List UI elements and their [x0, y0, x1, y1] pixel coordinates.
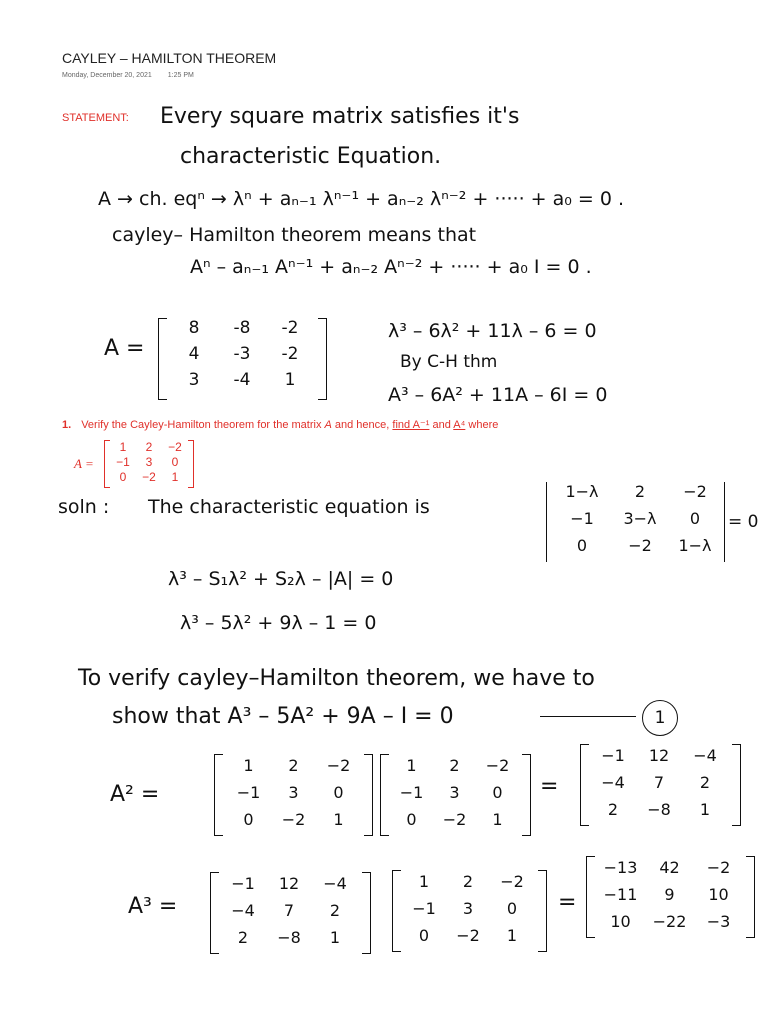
matrix-cell: 9: [664, 885, 675, 904]
a2-result-left-bracket: [580, 744, 589, 826]
matrix-cell: −1: [601, 746, 625, 765]
matrix-cell: -3: [233, 344, 251, 364]
matrix-cell: -2: [281, 344, 299, 364]
a3-left-matrix-right-bracket: [362, 872, 371, 954]
matrix-cell: −2: [500, 872, 524, 891]
matrix-cell: 2: [449, 756, 460, 775]
matrix-cell: 1: [119, 440, 127, 454]
matrix-cell: 8: [188, 318, 200, 338]
a3-result-right-bracket: [746, 856, 755, 938]
matrix-cell: 2: [607, 800, 619, 819]
statement-label: STATEMENT:: [62, 112, 129, 124]
det-matrix: [552, 482, 722, 555]
a2-left-matrix: [226, 756, 362, 829]
matrix-cell: 2: [145, 440, 153, 454]
matrix-cell: 1: [418, 872, 430, 891]
a-cubed-label: A³ =: [128, 894, 178, 919]
a2-equals-sign: =: [540, 774, 559, 799]
a3-right-matrix-right-bracket: [538, 870, 547, 952]
theorem-meaning-line: cayley– Hamilton theorem means that: [112, 224, 477, 246]
question-text-b: and hence,: [331, 419, 393, 431]
example-matrix-right-bracket: [318, 318, 327, 400]
det-left-bar: [546, 482, 547, 562]
matrix-cell: 7: [283, 901, 295, 920]
matrix-cell: 1−λ: [678, 536, 712, 555]
verify-line: To verify cayley–Hamilton theorem, we have to: [78, 666, 595, 691]
matrix-cell: 2: [462, 872, 474, 891]
page-title: CAYLEY – HAMILTON THEOREM: [62, 50, 277, 66]
matrix-cell: −1: [399, 783, 424, 802]
matrix-cell: −1: [570, 509, 594, 528]
matrix-cell: 2: [237, 928, 249, 947]
a2-left-matrix-right-bracket: [364, 754, 373, 836]
question-text-c: where: [465, 419, 499, 431]
matrix-cell: 3: [188, 370, 200, 390]
matrix-cell: 0: [506, 899, 518, 918]
matrix-cell: 7: [653, 773, 665, 792]
matrix-cell: 3: [449, 783, 460, 802]
a3-left-matrix-left-bracket: [210, 872, 219, 954]
by-ch-theorem: By C-H thm: [400, 352, 498, 372]
matrix-cell: 0: [406, 810, 417, 829]
a2-right-matrix: [390, 756, 520, 829]
matrix-cell: -8: [233, 318, 251, 338]
statement-line-2: characteristic Equation.: [180, 144, 442, 169]
matrix-cell: 0: [576, 536, 588, 555]
char-eq-line: A → ch. eqⁿ → λⁿ + aₙ₋₁ λⁿ⁻¹ + aₙ₋₂ λⁿ⁻² + ····· + a₀ = 0 .: [98, 188, 625, 210]
matrix-cell: 1−λ: [565, 482, 599, 501]
page-timestamp: [62, 72, 194, 79]
a2-result-matrix: [590, 746, 730, 819]
matrix-cell: 0: [689, 509, 701, 528]
matrix-cell: 1: [699, 800, 711, 819]
general-char-eq: λ³ – S₁λ² + S₂λ – |A| = 0: [168, 568, 394, 590]
question-var-a: A: [324, 419, 332, 431]
matrix-cell: 10: [610, 912, 631, 931]
matrix-cell: 0: [119, 470, 127, 484]
matrix-cell: −3: [706, 912, 731, 931]
matrix-cell: −2: [326, 756, 351, 775]
matrix-cell: 0: [243, 810, 254, 829]
matrix-cell: 2: [634, 482, 646, 501]
a3-equals-sign: =: [558, 890, 577, 915]
matrix-cell: 0: [418, 926, 430, 945]
matrix-cell: −1: [116, 455, 130, 469]
matrix-cell: −8: [647, 800, 671, 819]
matrix-cell: −2: [281, 810, 306, 829]
question-a4: A⁴: [453, 419, 466, 431]
example-matrix: [170, 318, 314, 390]
matrix-cell: −2: [683, 482, 707, 501]
matrix-cell: −2: [442, 810, 467, 829]
det-equals-zero: = 0: [728, 512, 759, 532]
matrix-eq-line: Aⁿ – aₙ₋₁ Aⁿ⁻¹ + aₙ₋₂ Aⁿ⁻² + ····· + a₀ I = 0 .: [190, 256, 592, 278]
char-eq-intro: The characteristic equation is: [148, 496, 430, 518]
matrix-cell: −4: [601, 773, 625, 792]
specific-char-eq: λ³ – 5λ² + 9λ – 1 = 0: [180, 612, 377, 634]
matrix-cell: −1: [412, 899, 436, 918]
matrix-cell: −2: [168, 440, 182, 454]
matrix-cell: −2: [628, 536, 652, 555]
matrix-cell: −4: [693, 746, 717, 765]
question-and: and: [429, 419, 454, 431]
a-squared-label: A² =: [110, 782, 160, 807]
matrix-cell: −2: [456, 926, 480, 945]
question-1: [62, 418, 498, 431]
page-time: 1:25 PM: [167, 72, 194, 79]
matrix-cell: 1: [506, 926, 518, 945]
matrix-cell: −1: [236, 783, 261, 802]
matrix-cell: 2: [699, 773, 711, 792]
question-find-inverse: find A⁻¹: [392, 419, 430, 431]
equation-number-circle: 1: [642, 700, 678, 736]
question-number: 1.: [62, 419, 72, 431]
matrix-cell: -4: [233, 370, 251, 390]
matrix-cell: −2: [485, 756, 510, 775]
matrix-cell: −22: [652, 912, 687, 931]
example-ch-result: A³ – 6A² + 11A – 6I = 0: [388, 384, 608, 406]
solution-label: soln :: [58, 496, 110, 518]
matrix-cell: 3: [288, 783, 299, 802]
matrix-cell: 12: [648, 746, 670, 765]
matrix-cell: 3: [145, 455, 153, 469]
matrix-cell: 0: [492, 783, 503, 802]
matrix-cell: 3−λ: [623, 509, 657, 528]
matrix-cell: −4: [323, 874, 347, 893]
matrix-cell: 10: [708, 885, 729, 904]
matrix-cell: −13: [603, 858, 638, 877]
matrix-cell: −11: [603, 885, 638, 904]
matrix-cell: 4: [188, 344, 200, 364]
page-date: Monday, December 20, 2021: [62, 72, 152, 79]
question-matrix: [110, 440, 190, 485]
matrix-cell: 42: [659, 858, 680, 877]
a3-result-matrix: [596, 858, 744, 931]
equation-leader-line: [540, 716, 636, 717]
matrix-cell: 1: [406, 756, 417, 775]
matrix-cell: 1: [329, 928, 341, 947]
det-right-bar: [724, 482, 725, 562]
matrix-cell: −1: [231, 874, 255, 893]
matrix-cell: 12: [278, 874, 300, 893]
question-matrix-right-bracket: [188, 440, 194, 488]
a2-left-matrix-left-bracket: [214, 754, 223, 836]
matrix-cell: 2: [329, 901, 341, 920]
matrix-cell: 1: [243, 756, 254, 775]
a3-right-matrix: [402, 872, 536, 945]
matrix-cell: 1: [171, 470, 179, 484]
a3-left-matrix: [220, 874, 360, 947]
matrix-cell: 3: [462, 899, 474, 918]
example-matrix-left-bracket: [158, 318, 167, 400]
matrix-cell: 1: [492, 810, 503, 829]
matrix-cell: -2: [281, 318, 299, 338]
matrix-cell: −2: [706, 858, 731, 877]
a2-right-matrix-left-bracket: [380, 754, 389, 836]
example-characteristic-eq: λ³ – 6λ² + 11λ – 6 = 0: [388, 320, 597, 342]
example-matrix-label: A =: [104, 336, 145, 361]
a3-right-matrix-left-bracket: [392, 870, 401, 952]
a3-result-left-bracket: [586, 856, 595, 938]
statement-line-1: Every square matrix satisfies it's: [160, 104, 520, 129]
a2-result-right-bracket: [732, 744, 741, 826]
matrix-cell: 0: [171, 455, 179, 469]
matrix-cell: −4: [231, 901, 255, 920]
matrix-cell: 1: [284, 370, 296, 390]
show-that-line: show that A³ – 5A² + 9A – I = 0: [112, 704, 454, 729]
matrix-cell: 2: [288, 756, 299, 775]
question-matrix-label: A =: [74, 456, 94, 471]
matrix-cell: −2: [142, 470, 156, 484]
question-text-a: Verify the Cayley-Hamilton theorem for the matrix: [81, 419, 325, 431]
a2-right-matrix-right-bracket: [522, 754, 531, 836]
matrix-cell: −8: [277, 928, 301, 947]
matrix-cell: 1: [333, 810, 344, 829]
matrix-cell: 0: [333, 783, 344, 802]
